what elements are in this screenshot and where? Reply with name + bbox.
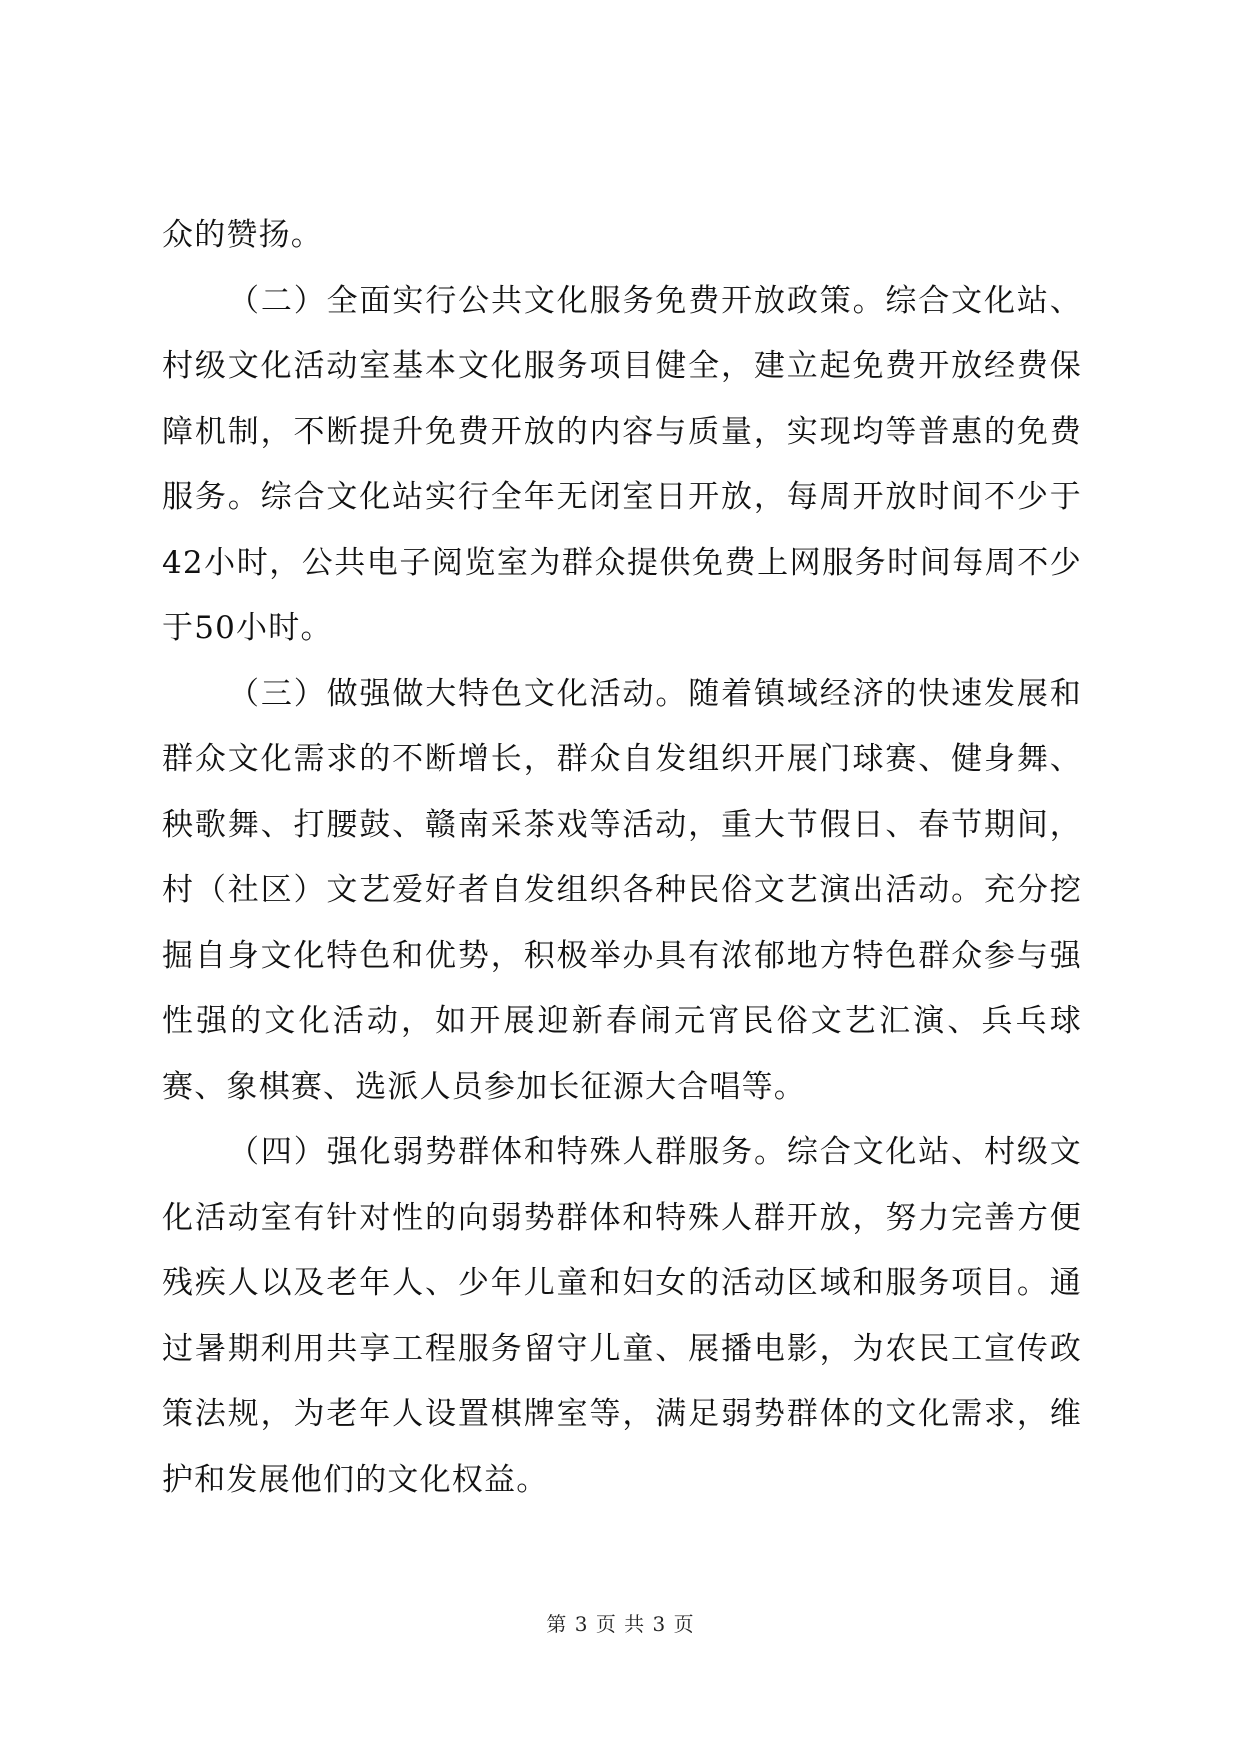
- paragraph-vulnerable-groups-service: （四）强化弱势群体和特殊人群服务。综合文化站、村级文化活动室有针对性的向弱势群体和特殊人群开放，努力完善方便残疾人以及老年人、少年儿童和妇女的活动区域和服务项目。通过暑期利用共享工程服务留守儿童、展播电影，为农民工宣传政策法规，为老年人设置棋牌室等，满足弱势群体的文化需求，维护和发展他们的文化权益。: [162, 1134, 1082, 1498]
- document-body: [162, 203, 1082, 1513]
- page-footer: 第 3 页 共 3 页: [546, 1612, 695, 1636]
- paragraph-continuation: 众的赞扬。: [162, 217, 323, 253]
- paragraph-free-opening-policy: （二）全面实行公共文化服务免费开放政策。综合文化站、村级文化活动室基本文化服务项目健全，建立起免费开放经费保障机制，不断提升免费开放的内容与质量，实现均等普惠的免费服务。综合文化站实行全年无闭室日开放，每周开放时间不少于42小时，公共电子阅览室为群众提供免费上网服务时间每周不少于50小时。: [162, 282, 1082, 646]
- paragraph-featured-cultural-activities: （三）做强做大特色文化活动。随着镇域经济的快速发展和群众文化需求的不断增长，群众自发组织开展门球赛、健身舞、秧歌舞、打腰鼓、赣南采茶戏等活动，重大节假日、春节期间，村（社区）文艺爱好者自发组织各种民俗文艺演出活动。充分挖掘自身文化特色和优势，积极举办具有浓郁地方特色群众参与强性强的文化活动，如开展迎新春闹元宵民俗文艺汇演、兵乓球赛、象棋赛、选派人员参加长征源大合唱等。: [162, 675, 1082, 1105]
